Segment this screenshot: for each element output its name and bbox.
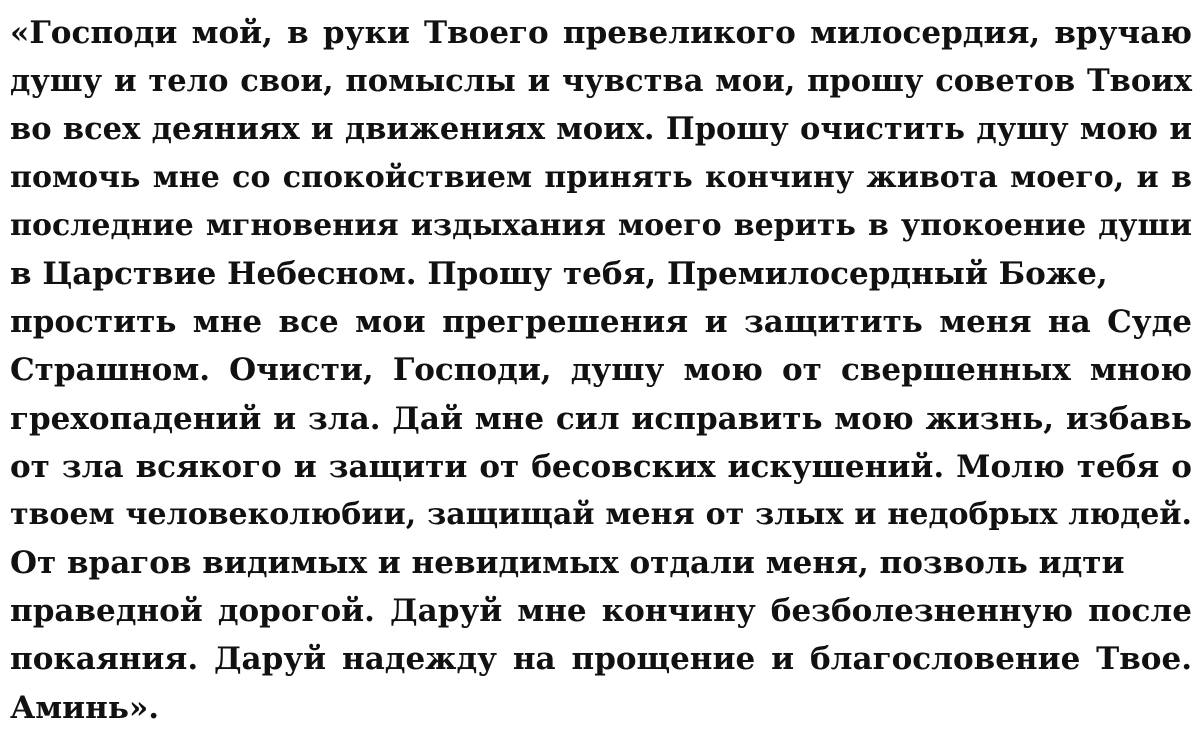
prayer-line: помочь мне со спокойствием принять кончину живота моего, и в [10, 159, 1192, 195]
prayer-line: душу и тело свои, помыслы и чувства мои, прошу советов Твоих [10, 63, 1192, 100]
prayer-line: Страшном. Очисти, Господи, душу мою от свершенных мною [10, 352, 1192, 389]
prayer-line: праведной дорогой. Даруй мне кончину безболезненную после [10, 593, 1192, 630]
prayer-line: твоем человеколюбии, защищай меня от злых и недобрых людей. [10, 496, 1192, 532]
prayer-line: От врагов видимых и невидимых отдали меня, позволь идти [10, 545, 1125, 582]
prayer-line: последние мгновения издыхания моего верить в упокоение души [10, 207, 1192, 243]
prayer-line: от зла всякого и защити от бесовских искушений. Молю тебя о [10, 448, 1192, 485]
prayer-line: «Господи мой, в руки Твоего превеликого милосердия, вручаю [10, 15, 1192, 51]
prayer-line-final: Аминь». [10, 689, 160, 726]
prayer-line: покаяния. Даруй надежду на прощение и благословение Твое. [10, 641, 1192, 678]
prayer-text [10, 9, 1192, 732]
prayer-line: грехопадений и зла. Дай мне сил исправить мою жизнь, избавь [10, 400, 1192, 437]
prayer-line: во всех деяниях и движениях моих. Прошу очистить душу мою и [10, 111, 1192, 148]
prayer-line: простить мне все мои прегрешения и защитить меня на Суде [10, 304, 1192, 341]
prayer-line: в Царствие Небесном. Прошу тебя, Премилосердный Боже, [10, 255, 1108, 292]
